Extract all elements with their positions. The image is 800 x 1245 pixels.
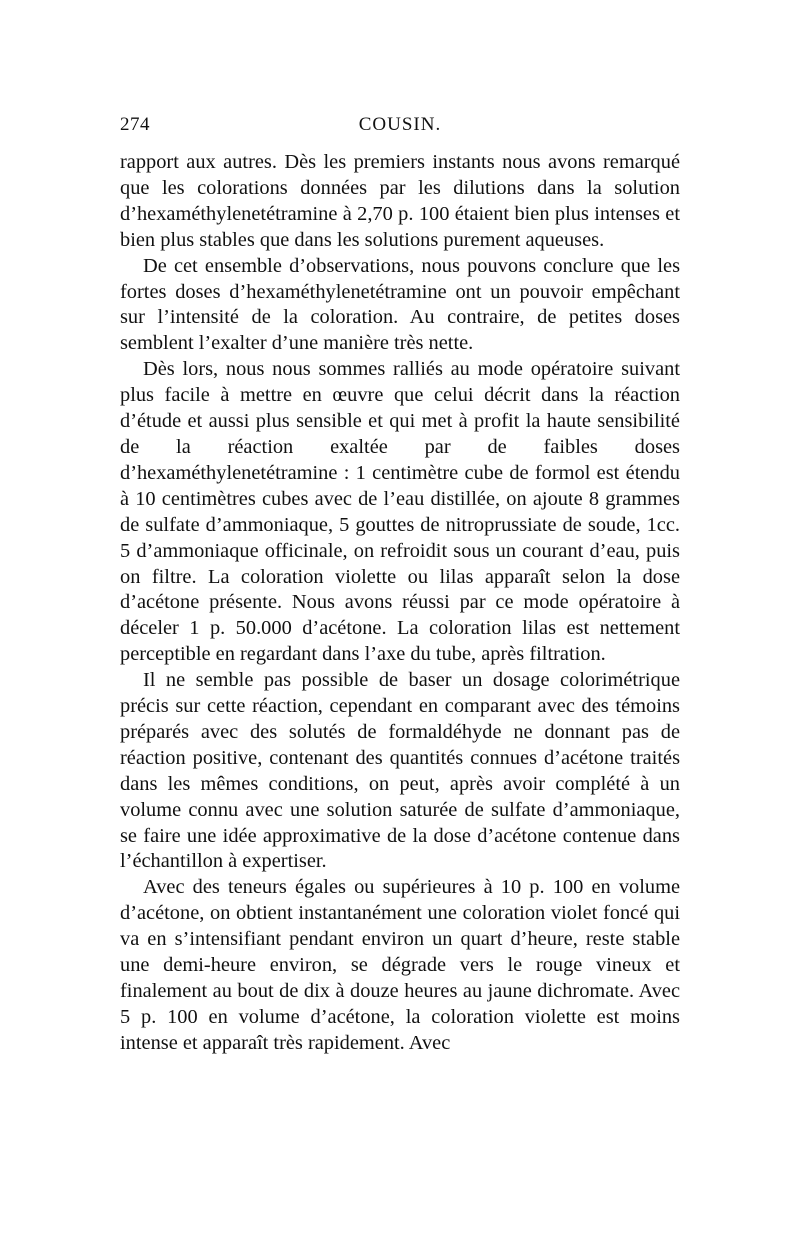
paragraph: Il ne semble pas possible de baser un dosage colorimétrique précis sur cette réaction, cependant en comparant avec des témoins préparés avec des solutés de formaldéhyde ne donnant pas de réaction positive, contenant des quantités connues d’acétone traités dans les mêmes conditions, on peut, après avoir complété à un volume connu avec une solution saturée de sulfate d’ammoniaque, se faire une idée approximative de la dose d’acétone contenue dans l’échantillon à expertiser. (120, 669, 680, 873)
paragraph: Dès lors, nous nous sommes ralliés au mode opératoire suivant plus facile à mettre en œuvre que celui décrit dans la réaction d’étude et aussi plus sensible et qui met à profit la haute sensibilité de la réaction exaltée par de faibles doses d’hexaméthylenetétramine : 1 centimètre cube de formol est étendu à 10 centimètres cubes avec de l’eau distillée, on ajoute 8 grammes de sulfate d’ammoniaque, 5 gouttes de nitroprussiate de soude, 1cc. 5 d’ammoniaque officinale, on refroidit sous un courant d’eau, puis on filtre. La coloration violette ou lilas apparaît selon la dose d’acétone présente. Nous avons réussi par ce mode opératoire à déceler 1 p. 50.000 d’acétone. La coloration lilas est nettement perceptible en regardant dans l’axe du tube, après filtration. (120, 358, 680, 666)
body-text (120, 150, 680, 1057)
paragraph: Avec des teneurs égales ou supérieures à 10 p. 100 en volume d’acétone, on obtient instantanément une coloration violet foncé qui va en s’intensifiant pendant environ un quart d’heure, reste stable une demi-heure environ, se dégrade vers le rouge vineux et finalement au bout de dix à douze heures au jaune dichromate. Avec 5 p. 100 en volume d’acétone, la coloration violette est moins intense et apparaît très rapidement. Avec (120, 876, 680, 1054)
paragraph-continued: rapport aux autres. Dès les premiers instants nous avons remarqué que les colorations données par les dilutions dans la solution d’hexaméthylenetétramine à 2,70 p. 100 étaient bien plus intenses et bien plus stables que dans les solutions purement aqueuses. (120, 151, 680, 251)
paragraph: De cet ensemble d’observations, nous pouvons conclure que les fortes doses d’hexaméthylenetétramine ont un pouvoir empêchant sur l’intensité de la coloration. Au contraire, de petites doses semblent l’exalter d’une manière très nette. (120, 254, 680, 355)
running-title: COUSIN. (358, 114, 442, 135)
page-number: 274 (120, 114, 150, 135)
running-head (120, 114, 680, 142)
